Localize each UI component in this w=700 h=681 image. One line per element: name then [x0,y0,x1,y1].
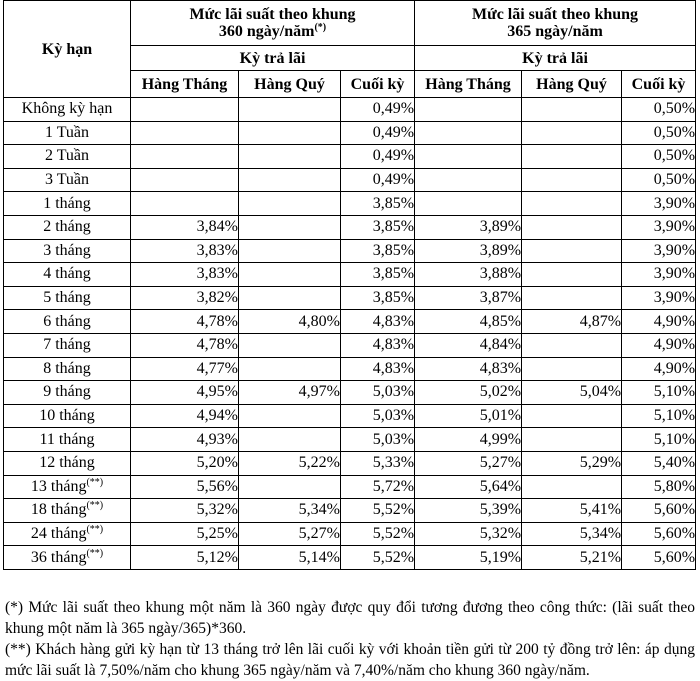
rate-cell-quarterly-365 [522,333,622,357]
term-cell [4,381,131,405]
rate-cell-quarterly-360: 5,22% [239,451,341,475]
group-365-line2: 365 ngày/năm [507,23,603,40]
rate-cell-quarterly-365 [522,428,622,452]
rate-cell-monthly-365: 5,32% [415,522,522,546]
table-row [4,522,696,546]
rate-cell-quarterly-360: 5,14% [239,546,341,570]
rate-cell-end-of-term-365: 0,50% [622,145,696,169]
rate-cell-quarterly-360 [239,428,341,452]
table-header [4,1,696,98]
footnote-promo: (**) Khách hàng gửi kỳ hạn từ 13 tháng trở lên lãi cuối kỳ với khoản tiền gửi từ 200 tỷ đồng trở lên: áp dụng mức lãi suất là 7,50%/năm cho khung 365 ngày/năm và 7,40%/năm cho khung 360 ngày/năm. [5,641,695,679]
col-quarterly-365: Hàng Quý [522,71,622,98]
rate-cell-quarterly-360: 5,27% [239,522,341,546]
rate-cell-end-of-term-365: 5,60% [622,522,696,546]
rate-cell-quarterly-360 [239,404,341,428]
rate-cell-quarterly-360 [239,286,341,310]
rate-cell-end-of-term-360: 3,85% [341,192,415,216]
rate-cell-quarterly-365: 4,87% [522,310,622,334]
rate-cell-quarterly-360: 4,97% [239,381,341,405]
term-cell [4,168,131,192]
rate-cell-end-of-term-360: 5,03% [341,428,415,452]
rate-cell-quarterly-365 [522,215,622,239]
rate-cell-monthly-360: 4,78% [131,310,239,334]
col-quarterly-360: Hàng Quý [239,71,341,98]
table-row [4,215,696,239]
term-label: 7 tháng [43,336,91,354]
rate-cell-end-of-term-365: 3,90% [622,286,696,310]
rate-cell-monthly-365 [415,98,522,122]
term-label: 12 tháng [39,454,95,472]
rate-cell-end-of-term-365: 5,10% [622,381,696,405]
col-monthly-365: Hàng Tháng [415,71,522,98]
rate-cell-quarterly-365 [522,121,622,145]
term-label: 11 tháng [39,430,95,448]
interest-rate-table [3,0,696,570]
term-label: 36 tháng [30,548,87,566]
rate-cell-end-of-term-360: 0,49% [341,168,415,192]
rate-cell-end-of-term-365: 0,50% [622,121,696,145]
term-cell [4,451,131,475]
rate-cell-quarterly-360: 4,80% [239,310,341,334]
rate-cell-monthly-360: 3,83% [131,263,239,287]
term-cell [4,286,131,310]
rate-cell-monthly-360: 5,56% [131,475,239,499]
group-360-line2: 360 ngày/năm [218,23,315,40]
term-cell [4,192,131,216]
group-360-header [131,1,415,46]
term-cell [4,357,131,381]
term-label: 1 Tuần [44,123,90,141]
rate-cell-monthly-360 [131,145,239,169]
rate-cell-quarterly-365 [522,357,622,381]
term-label: 1 tháng [43,194,91,212]
table-row [4,286,696,310]
rate-cell-end-of-term-365: 5,40% [622,451,696,475]
rate-cell-monthly-365 [415,192,522,216]
term-label: 8 tháng [43,359,91,377]
rate-cell-end-of-term-360: 3,85% [341,263,415,287]
rate-cell-monthly-365: 5,27% [415,451,522,475]
rate-cell-end-of-term-360: 5,52% [341,499,415,523]
rate-cell-end-of-term-360: 5,52% [341,522,415,546]
rate-cell-monthly-365: 5,19% [415,546,522,570]
rate-cell-monthly-365: 3,88% [415,263,522,287]
rate-cell-monthly-365 [415,168,522,192]
rate-cell-monthly-360: 5,25% [131,522,239,546]
rate-cell-monthly-360: 5,20% [131,451,239,475]
term-label: 2 tháng [43,218,91,236]
term-cell [4,404,131,428]
rate-cell-end-of-term-365: 5,60% [622,499,696,523]
table-row [4,121,696,145]
rate-cell-end-of-term-365: 3,90% [622,192,696,216]
rate-cell-quarterly-365: 5,41% [522,499,622,523]
rate-cell-end-of-term-365: 5,10% [622,428,696,452]
rate-cell-monthly-365: 3,89% [415,239,522,263]
table-row [4,333,696,357]
rate-cell-quarterly-365 [522,286,622,310]
rate-cell-quarterly-365: 5,29% [522,451,622,475]
term-cell [4,333,131,357]
term-footnote-mark: (**) [86,500,104,512]
table-row [4,168,696,192]
term-label: 13 tháng [30,477,87,495]
rate-cell-monthly-365: 5,02% [415,381,522,405]
term-footnote-mark: (**) [86,476,104,488]
rate-cell-quarterly-360 [239,192,341,216]
footnote-360: (*) Mức lãi suất theo khung một năm là 360 ngày được quy đổi tương đương theo công thức: (lãi suất theo khung một năm là 365 ngày/365)*360. [5,599,695,637]
payment-period-header-360: Kỳ trả lãi [131,46,415,71]
rate-cell-quarterly-365 [522,475,622,499]
rate-cell-end-of-term-365: 4,90% [622,357,696,381]
rate-cell-end-of-term-360: 3,85% [341,239,415,263]
table-row [4,239,696,263]
rate-cell-quarterly-360 [239,121,341,145]
rate-cell-end-of-term-360: 5,33% [341,451,415,475]
table-row [4,404,696,428]
rate-cell-monthly-365: 5,01% [415,404,522,428]
table-row [4,451,696,475]
term-cell [4,310,131,334]
rate-cell-end-of-term-365: 5,80% [622,475,696,499]
col-end-of-term-365: Cuối kỳ [622,71,696,98]
rate-cell-end-of-term-360: 5,03% [341,381,415,405]
term-label: 2 Tuần [44,147,90,165]
table-row [4,98,696,122]
term-label: 3 tháng [43,241,91,259]
rate-cell-quarterly-360 [239,475,341,499]
rate-cell-quarterly-365: 5,04% [522,381,622,405]
rate-cell-end-of-term-360: 0,49% [341,98,415,122]
term-cell [4,98,131,122]
rate-cell-end-of-term-360: 5,03% [341,404,415,428]
rate-cell-monthly-365: 4,99% [415,428,522,452]
rate-cell-end-of-term-365: 4,90% [622,333,696,357]
term-cell [4,475,131,499]
rate-cell-quarterly-360 [239,145,341,169]
term-cell [4,239,131,263]
rate-cell-quarterly-360 [239,98,341,122]
col-monthly-360: Hàng Tháng [131,71,239,98]
rate-cell-quarterly-365 [522,192,622,216]
rate-cell-quarterly-360: 5,34% [239,499,341,523]
term-label: 24 tháng [30,524,87,542]
rate-cell-monthly-360 [131,192,239,216]
table-body [4,98,696,570]
rate-cell-end-of-term-365: 3,90% [622,263,696,287]
term-cell [4,145,131,169]
rate-cell-quarterly-360 [239,263,341,287]
rate-cell-end-of-term-365: 5,60% [622,546,696,570]
rate-cell-end-of-term-365: 0,50% [622,98,696,122]
table-row [4,546,696,570]
rate-cell-monthly-365 [415,145,522,169]
term-cell [4,121,131,145]
rate-cell-monthly-360: 5,12% [131,546,239,570]
group-360-footnote-mark: (*) [314,22,327,33]
rate-cell-quarterly-365 [522,168,622,192]
rate-cell-monthly-360: 4,94% [131,404,239,428]
term-header: Kỳ hạn [4,1,131,98]
rate-cell-monthly-360: 4,78% [131,333,239,357]
table-row [4,499,696,523]
footnotes [5,597,695,681]
payment-period-header-365: Kỳ trả lãi [415,46,696,71]
rate-cell-quarterly-365 [522,145,622,169]
rate-cell-monthly-365: 5,64% [415,475,522,499]
term-label: 18 tháng [30,501,87,519]
table-row [4,381,696,405]
table-row [4,310,696,334]
rate-cell-quarterly-360 [239,215,341,239]
table-row [4,192,696,216]
rate-cell-quarterly-360 [239,239,341,263]
rate-cell-monthly-360: 3,83% [131,239,239,263]
rate-cell-monthly-360: 4,77% [131,357,239,381]
table-row [4,145,696,169]
term-label: 4 tháng [43,265,91,283]
rate-cell-monthly-365 [415,121,522,145]
rate-cell-quarterly-365 [522,263,622,287]
rate-cell-quarterly-365 [522,404,622,428]
rate-cell-monthly-360: 3,82% [131,286,239,310]
table-row [4,475,696,499]
rate-cell-quarterly-360 [239,168,341,192]
rate-cell-monthly-360: 3,84% [131,215,239,239]
rate-cell-end-of-term-365: 4,90% [622,310,696,334]
rate-cell-quarterly-365: 5,34% [522,522,622,546]
rate-cell-quarterly-365: 5,21% [522,546,622,570]
rate-cell-end-of-term-360: 4,83% [341,333,415,357]
rate-cell-end-of-term-360: 3,85% [341,215,415,239]
rate-cell-monthly-365: 4,85% [415,310,522,334]
rate-cell-end-of-term-360: 5,52% [341,546,415,570]
term-label: 5 tháng [43,289,91,307]
term-label: Không kỳ hạn [21,100,113,118]
rate-cell-end-of-term-365: 5,10% [622,404,696,428]
rate-cell-monthly-365: 3,87% [415,286,522,310]
col-end-of-term-360: Cuối kỳ [341,71,415,98]
rate-cell-monthly-360 [131,168,239,192]
rate-cell-monthly-365: 4,83% [415,357,522,381]
rate-cell-monthly-365: 5,39% [415,499,522,523]
term-cell [4,522,131,546]
rate-cell-end-of-term-360: 4,83% [341,310,415,334]
table-row [4,428,696,452]
rate-cell-end-of-term-360: 3,85% [341,286,415,310]
rate-cell-end-of-term-365: 0,50% [622,168,696,192]
term-label: 10 tháng [39,407,95,425]
rate-cell-monthly-365: 3,89% [415,215,522,239]
term-footnote-mark: (**) [86,547,104,559]
term-cell [4,428,131,452]
rate-cell-end-of-term-360: 0,49% [341,121,415,145]
rate-cell-monthly-360: 4,93% [131,428,239,452]
rate-cell-end-of-term-365: 3,90% [622,215,696,239]
rate-cell-monthly-360: 5,32% [131,499,239,523]
group-365-header [415,1,696,46]
rate-cell-end-of-term-360: 5,72% [341,475,415,499]
term-label: 9 tháng [43,383,91,401]
rate-cell-quarterly-360 [239,333,341,357]
term-label: 3 Tuần [44,171,90,189]
rate-cell-quarterly-360 [239,357,341,381]
term-cell [4,499,131,523]
rate-cell-monthly-360 [131,98,239,122]
rate-cell-monthly-365: 4,84% [415,333,522,357]
group-365-line1: Mức lãi suất theo khung [471,6,639,23]
table-row [4,357,696,381]
rate-cell-end-of-term-360: 0,49% [341,145,415,169]
rate-cell-monthly-360 [131,121,239,145]
term-cell [4,215,131,239]
term-cell [4,263,131,287]
rate-cell-end-of-term-365: 3,90% [622,239,696,263]
term-footnote-mark: (**) [86,523,104,535]
rate-cell-monthly-360: 4,95% [131,381,239,405]
rate-cell-end-of-term-360: 4,83% [341,357,415,381]
rate-cell-quarterly-365 [522,98,622,122]
term-cell [4,546,131,570]
table-row [4,263,696,287]
group-360-line1: Mức lãi suất theo khung [189,6,356,23]
term-label: 6 tháng [43,312,91,330]
rate-cell-quarterly-365 [522,239,622,263]
